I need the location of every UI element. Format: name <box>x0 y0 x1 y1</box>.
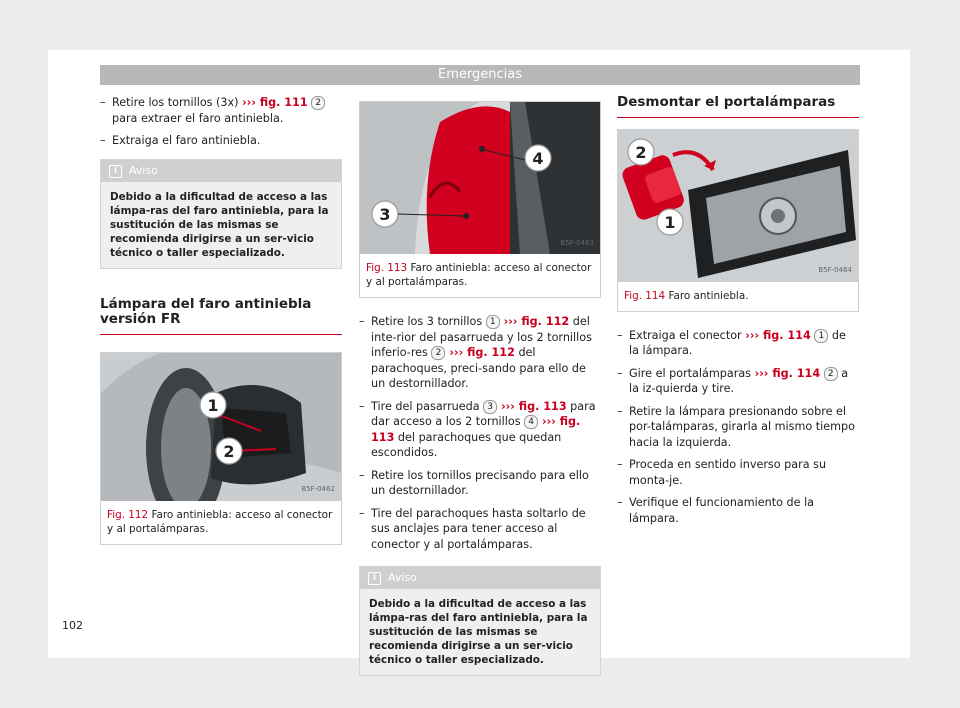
figure-113 <box>359 101 601 298</box>
page-number: 102 <box>62 619 83 632</box>
step: – Retire los tornillos (3x) ››› fig. 111 2 para extraer el faro antiniebla. <box>100 95 342 126</box>
notice-body: Debido a la dificultad de acceso a las lámpa-ras del faro antiniebla, para la sustitución de las mismas se recomienda dirigirse a un ser-vicio técnico o taller especializado. <box>360 589 600 675</box>
section-title: Lámpara del faro antiniebla versión FR <box>100 297 342 335</box>
notice-box <box>359 566 601 676</box>
figure-114 <box>617 129 859 312</box>
step: – Extraiga el faro antiniebla. <box>100 133 342 149</box>
cross-ref-arrow: ››› <box>538 415 556 428</box>
callout-1: 1 <box>207 395 219 415</box>
figure-caption: Fig. 112 Faro antiniebla: acceso al conector y al portalámparas. <box>107 508 333 535</box>
callout-4: 4 <box>532 149 544 168</box>
column-1 <box>100 95 342 545</box>
figure-code: B5F-0462 <box>301 485 335 493</box>
callout-2: 2 <box>223 441 235 461</box>
cross-ref-arrow: ››› <box>242 96 256 109</box>
step: – Retire la lámpara presionando sobre el por-talámparas, girarla al mismo tiempo hacia la izquierda. <box>617 404 859 451</box>
section-title: Desmontar el portalámparas <box>617 95 859 118</box>
figure-link[interactable]: fig. 114 <box>768 366 821 380</box>
figure-link[interactable]: fig. 111 <box>255 96 308 109</box>
figure-link[interactable]: fig. 113 <box>514 399 567 413</box>
notice-box <box>100 159 342 269</box>
step: – Gire el portalámparas ››› fig. 114 2 a la iz-quierda y tire. <box>617 366 859 397</box>
figure-caption: Fig. 114 Faro antiniebla. <box>624 289 749 302</box>
info-icon: i <box>109 165 122 178</box>
callout-badge: 3 <box>483 400 497 414</box>
step: – Retire los 3 tornillos 1 ››› fig. 112 del inte-rior del pasarrueda y los 2 tornillos inferio-res 2 ››› fig. 112 del parachoques, preci-sando para ello de un destornillador. <box>359 314 601 392</box>
step: – Tire del pasarrueda 3 ››› fig. 113 para dar acceso a los 2 tornillos 4 ››› fig. 113 del parachoques que quedan escondidos. <box>359 399 601 461</box>
callout-badge: 1 <box>814 329 828 343</box>
column-3 <box>617 95 859 533</box>
callout-badge: 2 <box>311 96 325 110</box>
lamp-holder-illustration <box>618 130 858 282</box>
figure-link[interactable]: fig. 113 <box>371 415 581 444</box>
page-header: Emergencias <box>100 65 860 85</box>
notice-body: Debido a la dificultad de acceso a las lámpa-ras del faro antiniebla, para la sustitución de las mismas se recomienda dirigirse a un ser-vicio técnico o taller especializado. <box>101 182 341 268</box>
figure-code: B5F-0464 <box>818 266 852 274</box>
step: – Extraiga el conector ››› fig. 114 1 de la lámpara. <box>617 328 859 359</box>
figure-code: B5F-0463 <box>560 238 594 247</box>
figure-link[interactable]: fig. 114 <box>759 328 811 342</box>
callout-badge: 2 <box>824 367 838 381</box>
cross-ref-arrow: ››› <box>497 399 515 413</box>
figure-image <box>101 353 341 501</box>
notice-header: i Aviso <box>101 160 341 182</box>
cross-ref-arrow: ››› <box>445 346 464 359</box>
figure-image <box>618 130 858 282</box>
step: – Proceda en sentido inverso para su monta-je. <box>617 457 859 488</box>
callout-3: 3 <box>379 205 391 224</box>
column-2 <box>359 101 601 676</box>
figure-caption: Fig. 113 Faro antiniebla: acceso al conector y al portalámparas. <box>366 262 592 288</box>
callout-1: 1 <box>664 212 676 232</box>
step: – Verifique el funcionamiento de la lámpara. <box>617 495 859 526</box>
notice-header: i Aviso <box>360 567 600 589</box>
figure-link[interactable]: fig. 112 <box>463 346 515 359</box>
cross-ref-arrow: ››› <box>499 315 518 328</box>
info-icon: i <box>368 572 381 585</box>
callout-badge: 4 <box>524 415 538 429</box>
figure-link[interactable]: fig. 112 <box>517 315 570 328</box>
cross-ref-arrow: ››› <box>754 366 769 380</box>
fog-light-access-illustration <box>101 353 341 501</box>
figure-112 <box>100 352 342 545</box>
callout-2: 2 <box>635 142 647 162</box>
callout-badge: 2 <box>431 346 445 360</box>
callout-badge: 1 <box>486 315 500 329</box>
cross-ref-arrow: ››› <box>745 328 760 342</box>
wheel-arch-illustration <box>360 102 600 254</box>
step: – Retire los tornillos precisando para ello un destornillador. <box>359 468 601 499</box>
step: – Tire del parachoques hasta soltarlo de sus anclajes para tener acceso al conector y al portalámparas. <box>359 506 601 553</box>
figure-image <box>360 102 600 254</box>
